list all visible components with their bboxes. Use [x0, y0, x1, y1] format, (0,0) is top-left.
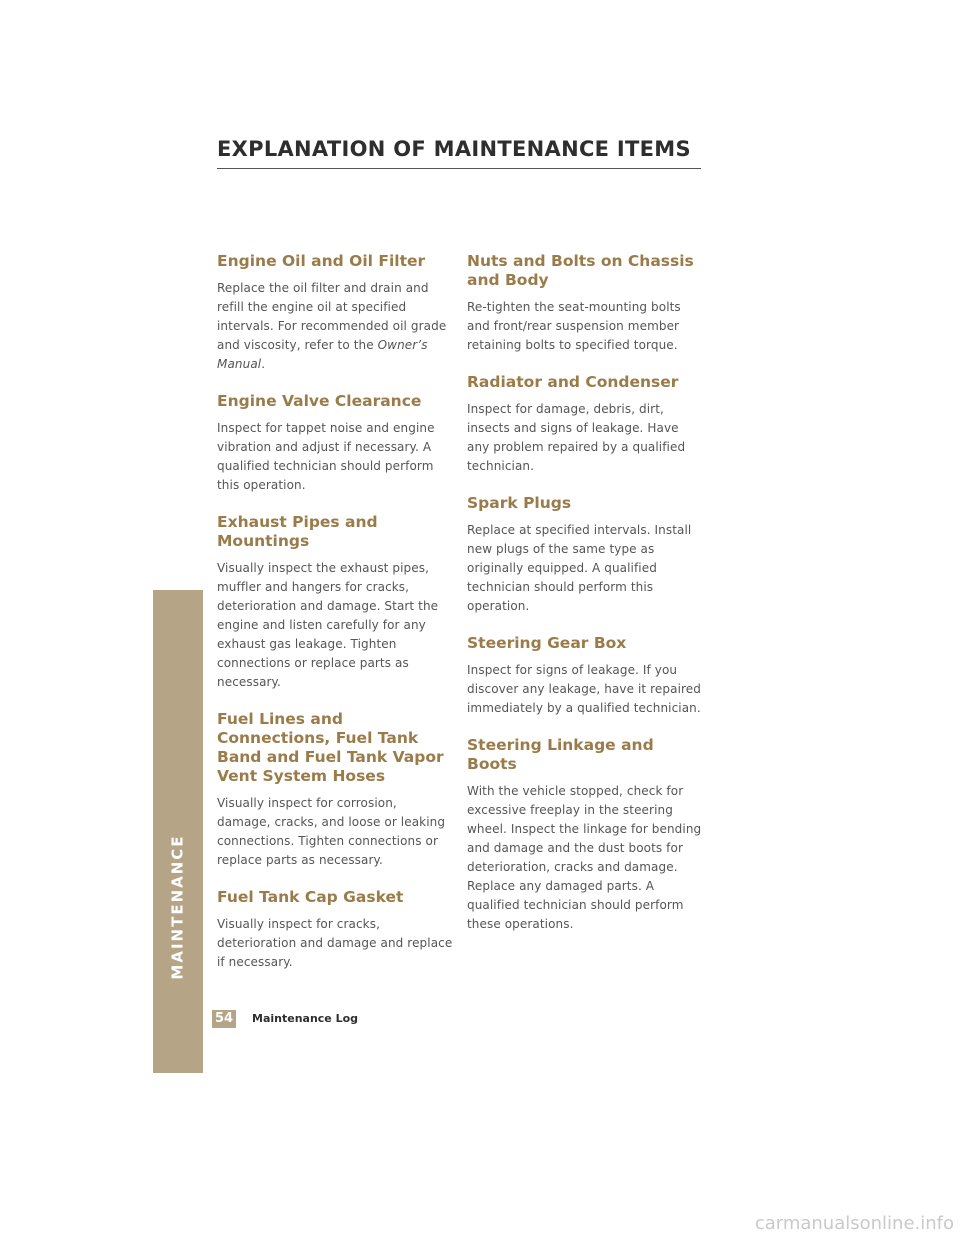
body-text-end: . — [261, 357, 266, 371]
watermark: carmanualsonline.info — [754, 1213, 954, 1234]
section-nuts-bolts — [467, 252, 703, 355]
section-heading: Radiator and Condenser — [467, 373, 679, 391]
section-body: Re-tighten the seat-mounting bolts and front/rear suspension member retaining bolts to specified torque. — [467, 300, 681, 352]
section-body: Visually inspect the exhaust pipes, muffler and hangers for cracks, deterioration and damage. Start the engine and listen carefully for any exhaust gas leakage. Tighten connections or replace parts as necessary. — [217, 561, 439, 689]
section-heading: Spark Plugs — [467, 494, 572, 512]
section-body: Visually inspect for cracks, deterioration and damage and replace if necessary. — [217, 917, 453, 969]
section-body — [217, 279, 453, 374]
section-radiator — [467, 373, 703, 476]
owners-manual-reference: Owner’s Manual — [217, 338, 428, 371]
section-fuel-lines — [217, 710, 453, 870]
section-body: With the vehicle stopped, check for excessive freeplay in the steering wheel. Inspect the linkage for bending and damage and the dust boots for deterioration, cracks and damage. Replace any damaged parts. A qualified technician should perform these operations. — [467, 784, 702, 931]
section-steering-gear — [467, 634, 703, 718]
footer-section-label: Maintenance Log — [252, 1012, 359, 1025]
section-heading: Engine Valve Clearance — [217, 392, 422, 410]
section-exhaust-pipes — [217, 513, 453, 692]
right-column — [467, 252, 703, 934]
section-body: Visually inspect for corrosion, damage, cracks, and loose or leaking connections. Tighten connections or replace parts as necessary. — [217, 796, 446, 867]
page-number: 54 — [212, 1010, 236, 1028]
left-column — [217, 252, 453, 972]
section-heading: Nuts and Bolts on Chassis and Body — [467, 252, 694, 289]
section-heading: Fuel Tank Cap Gasket — [217, 888, 404, 906]
section-heading: Fuel Lines and Connections, Fuel Tank Band and Fuel Tank Vapor Vent System Hoses — [217, 710, 444, 785]
section-body: Replace at specified intervals. Install new plugs of the same type as originally equipped. A qualified technician should perform this operation. — [467, 523, 692, 613]
chapter-label-text: MAINTENANCE — [169, 833, 187, 980]
section-engine-oil — [217, 252, 453, 374]
section-heading: Engine Oil and Oil Filter — [217, 252, 426, 270]
section-spark-plugs — [467, 494, 703, 616]
section-heading: Steering Linkage and Boots — [467, 736, 654, 773]
title-divider — [217, 168, 701, 169]
page-title: EXPLANATION OF MAINTENANCE ITEMS — [217, 137, 691, 161]
chapter-label — [153, 590, 203, 1073]
section-heading: Exhaust Pipes and Mountings — [217, 513, 378, 550]
section-body: Inspect for tappet noise and engine vibration and adjust if necessary. A qualified technician should perform this operation. — [217, 421, 435, 492]
body-text: Replace the oil filter and drain and refill the engine oil at specified intervals. For recommended oil grade and viscosity, refer to the — [217, 281, 447, 352]
section-body: Inspect for signs of leakage. If you discover any leakage, have it repaired immediately by a qualified technician. — [467, 663, 701, 715]
section-steering-linkage — [467, 736, 703, 934]
section-valve-clearance — [217, 392, 453, 495]
section-fuel-tank-cap — [217, 888, 453, 972]
section-heading: Steering Gear Box — [467, 634, 627, 652]
section-body: Inspect for damage, debris, dirt, insects and signs of leakage. Have any problem repaired by a qualified technician. — [467, 402, 686, 473]
